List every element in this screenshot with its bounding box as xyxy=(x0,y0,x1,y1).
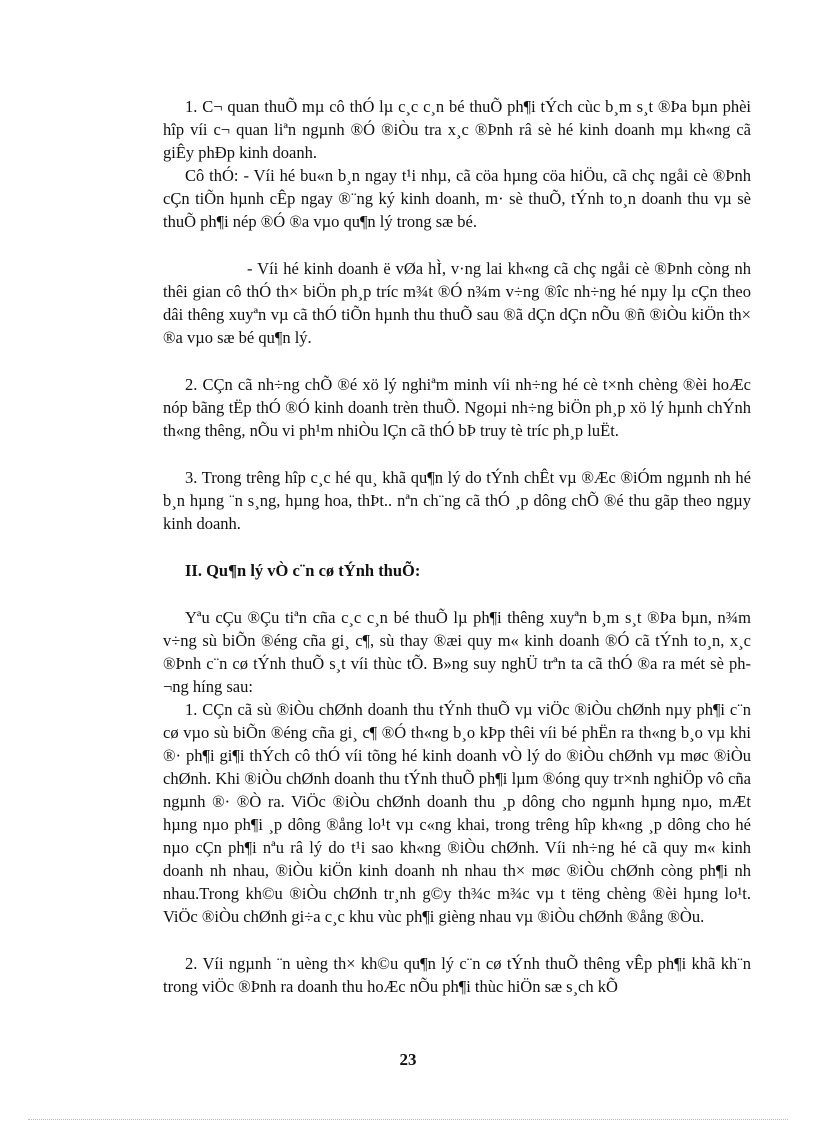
paragraph-8: 2. Víi ngµnh ¨n uèng th× kh©u qu¶n lý c¨n cø tÝnh thuÕ thêng vÊp ph¶i khã kh¨n trong viÖc ®Þnh ra doanh thu hoÆc nÕu ph¶i thùc hiÖn sæ s¸ch kÕ xyxy=(163,954,751,996)
paragraph-1: 1. C¬ quan thuÕ mµ cô thÓ lµ c¸c c¸n bé thuÕ ph¶i tÝch cùc b¸m s¸t ®Þa bµn phèi hîp víi c¬ quan liªn ngµnh ®Ó ®iÒu tra x¸c ®Þnh râ sè hé kinh doanh mµ kh«ng cã giÊy phÐp kinh doanh. xyxy=(163,97,751,162)
paragraph-6: Yªu cÇu ®Çu tiªn cña c¸c c¸n bé thuÕ lµ ph¶i thêng xuyªn b¸m s¸t ®Þa bµn, n¾m v÷ng sù biÕn ®éng cña gi¸ c¶, sù thay ®æi quy m« kinh doanh ®Ó cã tÝnh to¸n, x¸c ®Þnh c¨n cø tÝnh thuÕ s¸t víi thùc tÕ. B»ng suy nghÜ trªn ta cã thÓ ®a ra mét sè ph¬ng híng sau: xyxy=(163,608,751,696)
page-border-dotted xyxy=(28,1119,788,1120)
paragraph-7: 1. CÇn cã sù ®iÒu chØnh doanh thu tÝnh thuÕ vµ viÖc ®iÒu chØnh nµy ph¶i c¨n cø vµo sù biÕn ®éng cña gi¸ c¶ ®Ó th«ng b¸o kÞp thêi víi bé phËn ra th«ng b¸o vµ khi ®· ph¶i gi¶i thÝch cô thÓ víi tõng hé kinh doanh vÒ lý do ®iÒu chØnh vµ møc ®iÒu chØnh. Khi ®iÒu chØnh doanh thu tÝnh thuÕ ph¶i lµm ®óng quy tr×nh nghiÖp vô cña ngµnh ®· ®Ò ra. ViÖc ®iÒu chØnh doanh thu ¸p dông cho ngµnh hµng nµo, mÆt hµng nµo ph¶i ¸p dông ®ång lo¹t vµ c«ng khai, trong trêng hîp kh«ng ¸p dông cho hé nµo cÇn ph¶i nªu râ lý do t¹i sao kh«ng ®iÒu chØnh. Víi nh÷ng hé cã quy m« kinh doanh nh nhau, ®iÒu kiÖn kinh doanh nh nhau th× møc ®iÒu chØnh còng ph¶i nh nhau.Trong kh©u ®iÒu chØnh tr¸nh g©y th¾c m¾c vµ t tëng chèng ®èi hµng lo¹t. ViÖc ®iÒu chØnh gi÷a c¸c khu vùc ph¶i gièng nhau vµ ®iÒu chØnh ®ång ®Òu. xyxy=(163,700,751,926)
body-text xyxy=(163,95,751,998)
page-number: 23 xyxy=(399,1050,417,1069)
paragraph-4: 2. CÇn cã nh÷ng chÕ ®é xö lý nghiªm minh víi nh÷ng hé cè t×nh chèng ®èi hoÆc nóp bãng tËp thÓ ®Ó kinh doanh trèn thuÕ. Ngoµi nh÷ng biÖn ph¸p xö lý hµnh chÝnh th«ng thêng, nÕu vi ph¹m nhiÒu lÇn cã thÓ bÞ truy tè tríc ph¸p luËt. xyxy=(163,375,751,440)
paragraph-2: Cô thÓ: - Víi hé bu«n b¸n ngay t¹i nhµ, cã cöa hµng cöa hiÖu, cã chç ngåi cè ®Þnh cÇn tiÕn hµnh cÊp ngay ®¨ng ký kinh doanh, m· sè thuÕ, tÝnh to¸n doanh thu vµ sè thuÕ ph¶i nép ®Ó ®a vµo qu¶n lý trong sæ bé. xyxy=(163,166,751,231)
paragraph-5: 3. Trong trêng hîp c¸c hé qu¸ khã qu¶n lý do tÝnh chÊt vµ ®Æc ®iÓm ngµnh nh hé b¸n hµng ¨n s¸ng, hµng hoa, thÞt.. nªn ch¨ng cã thÓ ¸p dông chÕ ®é thu gãp theo ngµy kinh doanh. xyxy=(163,468,751,533)
section-heading: II. Qu¶n lý vÒ c¨n cø tÝnh thuÕ: xyxy=(185,561,421,580)
paragraph-3: - Víi hé kinh doanh ë vØa hÌ, v·ng lai kh«ng cã chç ngåi cè ®Þnh còng nh thêi gian cô thÓ th× biÖn ph¸p tríc m¾t ®Ó n¾m v÷ng ®îc nh÷ng hé nµy lµ cÇn theo dâi thêng xuyªn vµ cã thÓ tiÕn hµnh thu thuÕ sau ®ã dÇn dÇn nÕu ®ñ ®iÒu kiÖn th× ®a vµo sæ bé qu¶n lý. xyxy=(163,259,751,347)
